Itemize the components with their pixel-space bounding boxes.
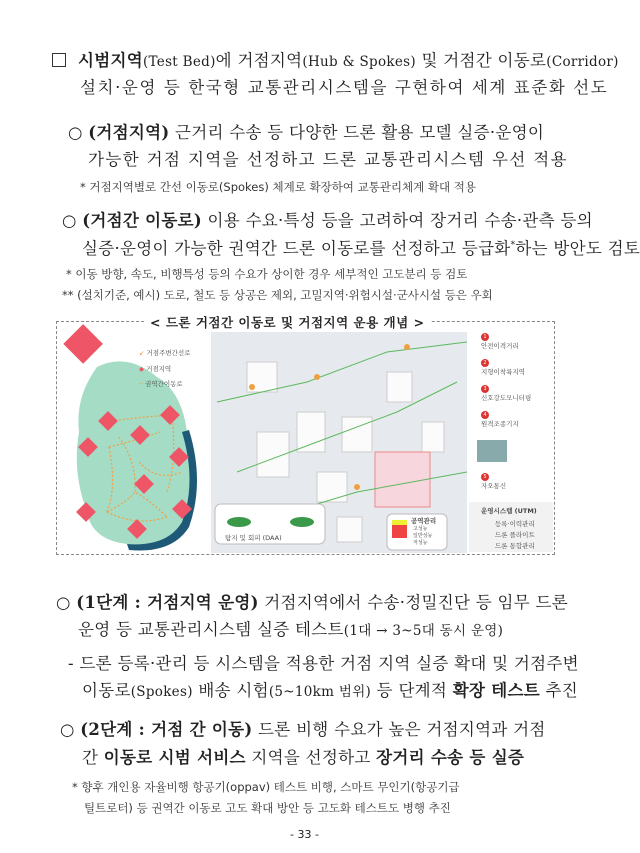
text: (5~10km 범위)	[268, 684, 372, 700]
callout-number: 3	[481, 385, 489, 393]
corridor-note-1: * 이동 방향, 속도, 비행특성 등의 수요가 상이한 경우 세부적인 고도분리 등 검토	[66, 267, 468, 281]
text: 등 단계적	[371, 681, 453, 700]
airspace-item: 일반성능	[413, 533, 433, 539]
bullet-icon: ○	[60, 720, 75, 739]
map-legend-hub: ◆ 거점지역	[139, 365, 172, 373]
text: 추진	[539, 681, 578, 700]
text: 지역을 선정하고	[245, 748, 377, 767]
section-heading-line-1	[52, 47, 619, 71]
restricted-airspace	[375, 452, 430, 507]
hub-paragraph-line-2: 가능한 거점 지역을 선정하고 드론 교통관리시스템 우선 적용	[88, 150, 568, 169]
text: 배송 시험	[192, 681, 269, 700]
stage1-detail-line-2	[82, 677, 578, 701]
stage1-label: (1단계 : 거점지역 운영)	[76, 593, 259, 612]
section-heading-line-2: 설치·운영 등 한국형 교통관리시스템을 구현하여 세계 표준화 선도	[80, 78, 609, 97]
utm-item: 등록·이력관리	[495, 520, 535, 528]
hub-paragraph-line-1	[68, 119, 544, 143]
callout-number: 4	[481, 411, 489, 419]
callout-number: 2	[481, 359, 489, 367]
stage1-detail-line-1	[68, 650, 579, 674]
corridor-paragraph-line-1	[62, 207, 593, 231]
daa-label: 탐지 및 회피 (DAA)	[225, 534, 282, 542]
airspace-title: 공역관리	[411, 517, 437, 525]
dash-icon: -	[68, 654, 74, 673]
stage2-label: (2단계 : 거점 간 이동)	[80, 720, 253, 739]
legend-label: 거점주변간선로	[146, 349, 191, 357]
text: 및 거점간 이동로	[415, 51, 547, 70]
airspace-item: 고성능	[413, 526, 428, 532]
text: 이동로	[82, 681, 131, 700]
corridor-note-2: ** (설치기준, 예시) 도로, 철도 등 상공은 제외, 고밀지역·위험시설·군사시설 등은 우회	[62, 288, 493, 302]
bold-text: 이동로 시범 서비스	[103, 748, 246, 767]
text: (Hub & Spokes)	[302, 54, 416, 70]
text: (Corridor)	[546, 54, 619, 70]
legend-label: 권역간이동로	[145, 380, 183, 388]
text: (Test Bed)	[142, 54, 216, 70]
text: (Spokes)	[130, 684, 193, 700]
concept-figure	[56, 321, 555, 555]
stage2-note-2: 틸트로터) 등 권역간 이동로 고도 확대 방안 등 고도화 테스트도 병행 추진	[84, 801, 451, 815]
text: 간	[82, 748, 104, 767]
utm-item: 드론 플라이트	[495, 531, 535, 539]
callout-number: 5	[481, 473, 489, 481]
bold-text: 확장 테스트	[452, 681, 540, 700]
text: 이용 수요·특성 등을 고려하여 장거리 수송·관측 등의	[201, 211, 593, 230]
stage2-line-1	[60, 716, 546, 740]
hub-label: (거점지역)	[88, 123, 170, 142]
callout-4	[481, 410, 519, 428]
figure-title: < 드론 거점간 이동로 및 거점지역 운용 개념 >	[144, 313, 431, 331]
callout-2	[481, 358, 525, 376]
stage2-line-2	[82, 744, 524, 768]
bullet-icon: ○	[62, 211, 77, 230]
bold-text: 장거리 수송 등 실증	[376, 748, 525, 767]
airspace-item: 저성능	[413, 540, 428, 546]
footnote-mark: *	[510, 240, 516, 251]
text: 하는 방안도 검토	[515, 239, 640, 258]
callout-label: 원격조종기지	[481, 420, 519, 428]
bullet-icon: ○	[56, 593, 71, 612]
callout-label: 지형이착륙지역	[481, 368, 525, 376]
callout-5	[481, 472, 506, 490]
map-legend-spoke: ↙ 거점주변간선로	[139, 349, 191, 357]
utm-title: 운영시스템 (UTM)	[481, 507, 537, 515]
callout-label: 자오통신	[481, 482, 507, 490]
callout-1	[481, 332, 519, 350]
bullet-icon: ○	[68, 123, 83, 142]
utm-item: 드론 통합관리	[495, 542, 535, 550]
text: 거점지역에서 수송·정밀진단 등 임무 드론	[258, 593, 569, 612]
corridor-label: (거점간 이동로)	[82, 211, 202, 230]
legend-label: 거점지역	[146, 365, 172, 373]
page-number: - 33 -	[290, 828, 319, 841]
figure-illustration	[57, 322, 554, 554]
callout-3	[481, 384, 531, 402]
callout-label: 안전이격거리	[481, 342, 519, 350]
stage2-note-1: * 향후 개인용 자율비행 항공기(oppav) 테스트 비행, 스마트 무인기(항공기급	[72, 780, 460, 794]
remote-pilot-photo	[477, 440, 507, 462]
callout-label: 신호강도모니터링	[481, 394, 532, 402]
callout-number: 1	[481, 333, 489, 341]
checkbox-square-icon	[52, 53, 66, 67]
heading-bold: 시범지역	[78, 51, 143, 70]
map-legend-corridor: ┄ 권역간이동로	[139, 380, 183, 388]
text: 운영 등 교통관리시스템 실증 테스트	[78, 620, 344, 639]
text: 실증·운영이 가능한 권역간 드론 이동로를 선정하고 등급화	[82, 239, 511, 258]
text: (1대 → 3~5대 동시 운영)	[343, 623, 504, 639]
text: 드론 등록·관리 등 시스템을 적용한 거점 지역 실증 확대 및 거점주변	[79, 654, 579, 673]
text: 에 거점지역	[215, 51, 303, 70]
stage1-line-2	[78, 616, 503, 640]
stage1-line-1	[56, 589, 568, 613]
corridor-paragraph-line-2	[82, 235, 640, 259]
text: 드론 비행 수요가 높은 거점지역과 거점	[252, 720, 546, 739]
hub-note: * 거점지역별로 간선 이동로(Spokes) 체계로 확장하여 교통관리체계 확대 적용	[80, 180, 476, 194]
text: 근거리 수송 등 다양한 드론 활용 모델 실증·운영이	[169, 123, 545, 142]
